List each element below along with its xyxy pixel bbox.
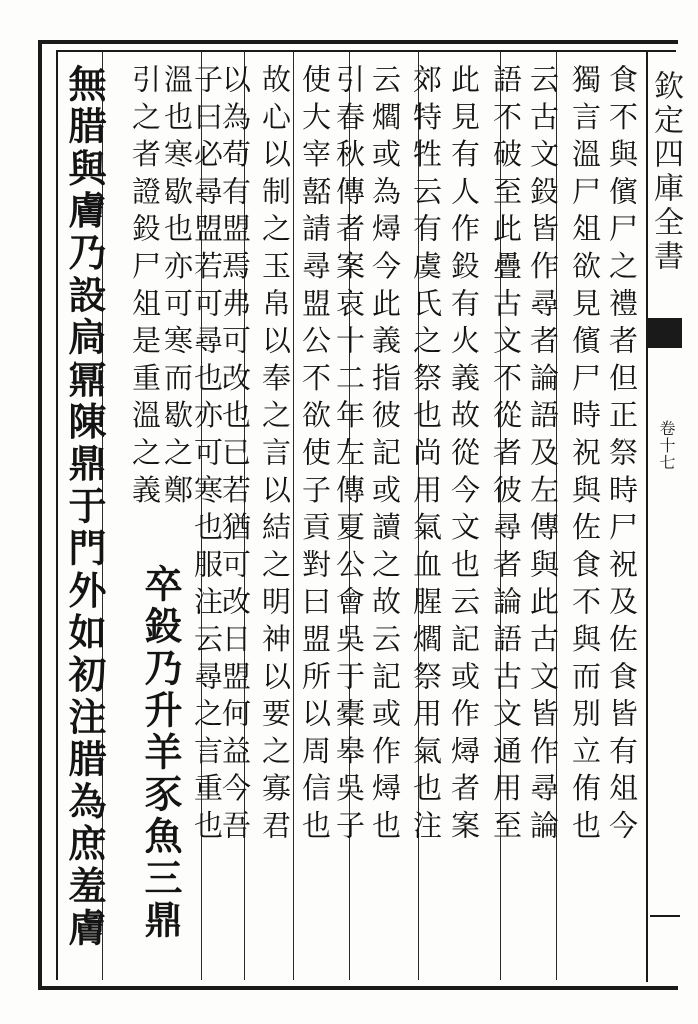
frame-left-rule — [56, 50, 58, 980]
text-column-4: 語不破至此疊古文不從者彼尋者論語古文通用至 — [489, 64, 523, 848]
fishtail-mark — [648, 318, 682, 348]
margin-bottom-rule — [650, 915, 680, 935]
text-column-3: 云古文鈠皆作尋者論語及左傳與此古文皆作尋論 — [526, 64, 560, 848]
margin-book-title: 欽定四庫全書 — [648, 70, 683, 274]
text-column-1: 食不與儐尸之禮者但正祭時尸祝及佐食皆有俎今 — [605, 64, 639, 848]
text-column-7: 云爓或為燖今此義指彼記或讀之故云記或作燖也 — [368, 64, 402, 848]
column-divider — [293, 52, 294, 980]
text-column-2: 獨言溫尸俎欲見儐尸時祝與佐食不與而別立侑也 — [568, 64, 602, 848]
frame-top-rule — [56, 50, 676, 52]
text-column-14: 引之者證鈠尸俎是重溫之義 — [128, 64, 162, 512]
margin-volume-label: 卷十七 — [657, 420, 676, 471]
text-column-13-annotation: 溫也寒歇也亦可寒而歇之鄭 — [160, 64, 194, 512]
text-column-6: 郊特牲云有虞氏之祭也尚用氣血腥爓祭用氣也注 — [409, 64, 443, 848]
text-column-5: 此見有人作鈠有火義故從今文也云記或作燖者案 — [447, 64, 481, 848]
text-column-8: 引春秋傳者案哀十二年左傳夏公會吳于橐皋吳子 — [332, 64, 366, 848]
text-column-10: 故心以制之玉帛以奉之言以結之明神以要之寡君 — [258, 64, 292, 848]
text-column-12: 子曰必尋盟若可尋也亦可寒也服注云尋之言重也 — [190, 64, 224, 848]
text-column-9: 使大宰嚭請尋盟公不欲使子貢對曰盟所以周信也 — [298, 64, 332, 848]
text-column-13-main: 卒鈠乃升羊豕魚三鼎 — [138, 564, 183, 942]
main-text-column: 無腊與膚乃設扃鼏陳鼎于門外如初注腊為庶羞膚 — [62, 64, 107, 951]
text-column-11: 以為苟有盟焉弗可改也已若猶可改日盟何益今吾 — [218, 64, 252, 848]
